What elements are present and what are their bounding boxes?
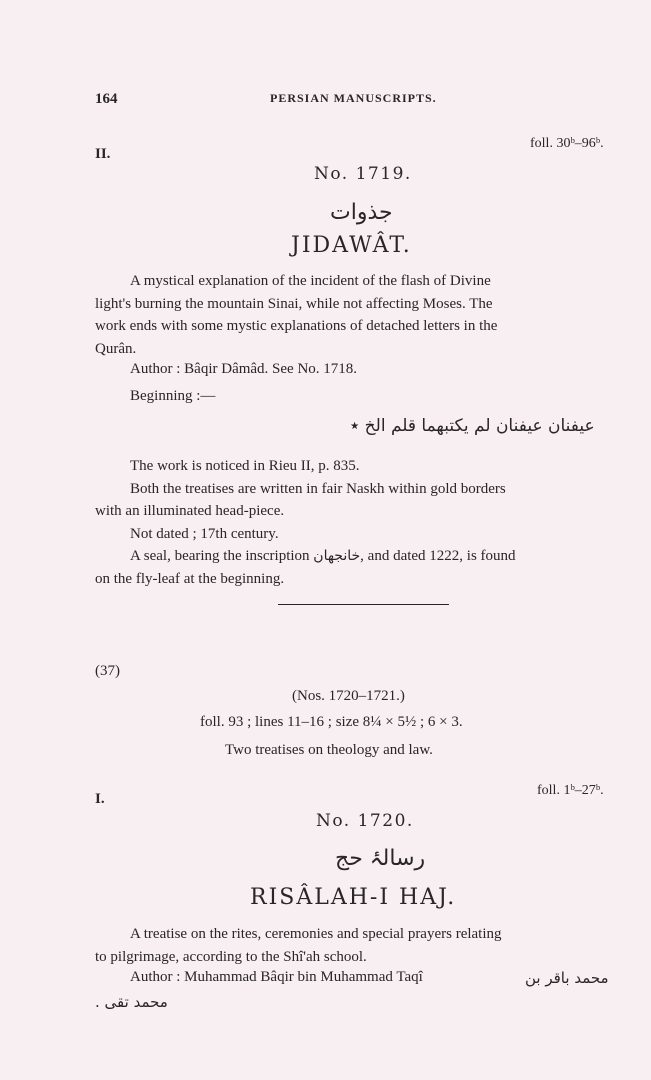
entry-1-roman: II. — [95, 146, 111, 162]
entry-2-line-1: A treatise on the rites, ceremonies and special prayers relating — [130, 926, 502, 942]
group-subject: Two treatises on theology and law. — [225, 742, 433, 758]
entry-1-title: JIDAWÂT. — [291, 233, 412, 258]
entry-1-arabic-title: جذوات — [330, 200, 393, 225]
entry-1-note-4: Not dated ; 17th century. — [130, 525, 279, 542]
entry-1-line-2: light's burning the mountain Sinai, while not affecting Moses. The — [95, 295, 493, 312]
group-number: (37) — [95, 663, 120, 679]
entry-2-folios: foll. 1ᵇ–27ᵇ. — [537, 783, 604, 798]
entry-1-author: Author : Bâqir Dâmâd. See No. 1718. — [130, 361, 358, 377]
entry-1-note-5-b: , and dated 1222, is found — [360, 548, 516, 564]
section-divider — [278, 604, 449, 605]
entry-2-author-arabic-2: محمد تقی . — [95, 993, 168, 1011]
entry-1-note-5-a: A seal, bearing the inscription — [130, 548, 310, 564]
entry-1-notes — [95, 455, 621, 590]
group-nos: (Nos. 1720–1721.) — [292, 688, 405, 704]
entry-1-line-4: Qurân. — [95, 340, 137, 357]
entry-1-beginning-text: عيفنان عيفنان لم يكتبهما قلم الخ ٭ — [350, 416, 595, 436]
group-description: foll. 93 ; lines 11–16 ; size 8¼ × 5½ ; 6 × 3. — [200, 714, 463, 730]
entry-1-note-5 — [95, 545, 621, 568]
running-title: PERSIAN MANUSCRIPTS. — [270, 91, 437, 105]
entry-1-beginning-label: Beginning :— — [130, 388, 216, 404]
entry-2-description — [95, 923, 621, 968]
entry-2-title: RISÂLAH-I HAJ. — [250, 885, 457, 910]
entry-1-number: No. 1719. — [314, 164, 412, 184]
entry-1-line-3: work ends with some mystic explanations of detached letters in the — [95, 318, 498, 334]
entry-2-arabic-title: رسالۂ حج — [335, 846, 426, 871]
entry-1-note-1: The work is noticed in Rieu II, p. 835. — [130, 458, 360, 474]
entry-1-description — [95, 270, 621, 360]
entry-1-note-3: with an illuminated head-piece. — [95, 503, 285, 519]
entry-2-line-2: to pilgrimage, according to the Shî'ah school. — [95, 948, 367, 965]
page-number: 164 — [95, 91, 118, 107]
entry-2-number: No. 1720. — [316, 811, 414, 831]
entry-2-author: Author : Muhammad Bâqir bin Muhammad Taqî — [130, 969, 423, 985]
entry-1-note-6: on the fly-leaf at the beginning. — [95, 570, 285, 587]
entry-1-line-1: A mystical explanation of the incident of the flash of Divine — [130, 273, 491, 289]
entry-1-seal-inscription: خانجهان — [313, 548, 361, 564]
entry-1-folios: foll. 30ᵇ–96ᵇ. — [530, 136, 604, 151]
entry-1-note-2: Both the treatises are written in fair Naskh within gold borders — [130, 480, 506, 497]
entry-2-author-arabic-1: محمد باقر بن — [525, 969, 609, 987]
entry-2-roman: I. — [95, 791, 105, 807]
